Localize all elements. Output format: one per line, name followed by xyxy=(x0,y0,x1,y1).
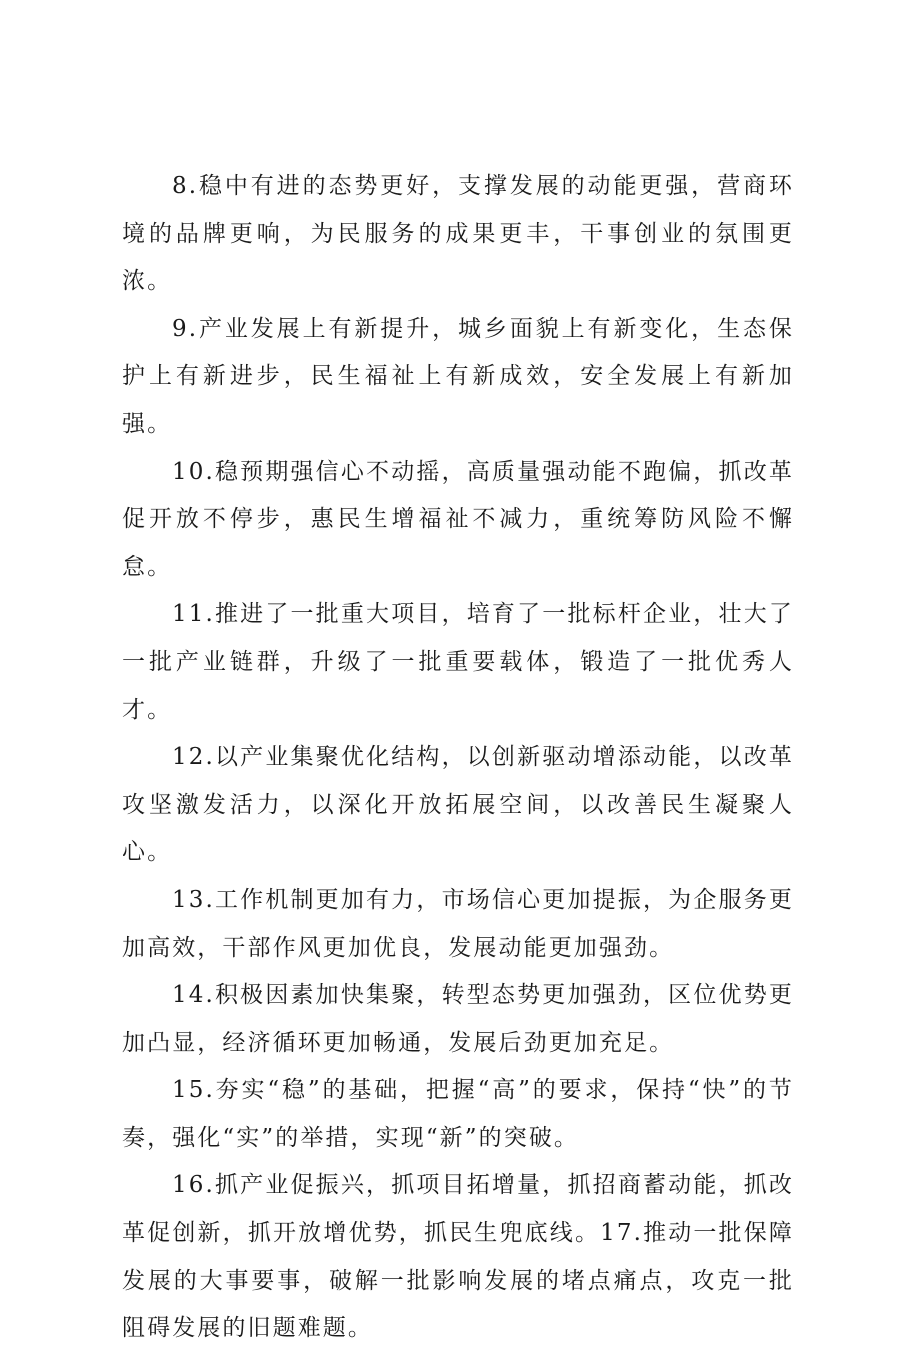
paragraph-11: 11.推进了一批重大项目，培育了一批标杆企业，壮大了一批产业链群，升级了一批重要载体，锻造了一批优秀人才。 xyxy=(122,601,794,723)
paragraph-8: 8.稳中有进的态势更好，支撑发展的动能更强，营商环境的品牌更响，为民服务的成果更丰，干事创业的氛围更浓。 xyxy=(122,173,794,295)
paragraph-14: 14.积极因素加快集聚，转型态势更加强劲，区位优势更加凸显，经济循环更加畅通，发展后劲更加充足。 xyxy=(122,982,794,1056)
paragraph-13: 13.工作机制更加有力，市场信心更加提振，为企服务更加高效，干部作风更加优良，发展动能更加强劲。 xyxy=(122,886,794,961)
paragraph-10: 10.稳预期强信心不动摇，高质量强动能不跑偏，抓改革促开放不停步，惠民生增福祉不减力，重统筹防风险不懈怠。 xyxy=(122,458,794,580)
document-body xyxy=(122,163,794,1353)
paragraph-12: 12.以产业集聚优化结构，以创新驱动增添动能，以改革攻坚激发活力，以深化开放拓展空间，以改善民生凝聚人心。 xyxy=(122,744,794,866)
paragraph-9: 9.产业发展上有新提升，城乡面貌上有新变化，生态保护上有新进步，民生福祉上有新成效，安全发展上有新加强。 xyxy=(122,315,794,437)
paragraph-16-17: 16.抓产业促振兴，抓项目拓增量，抓招商蓄动能，抓改革促创新，抓开放增优势，抓民生兜底线。17.推动一批保障发展的大事要事，破解一批影响发展的堵点痛点，攻克一批阻碍发展的旧题难题。 xyxy=(122,1172,794,1342)
paragraph-15: 15.夯实“稳”的基础，把握“高”的要求，保持“快”的节奏，强化“实”的举措，实现“新”的突破。 xyxy=(122,1077,794,1151)
